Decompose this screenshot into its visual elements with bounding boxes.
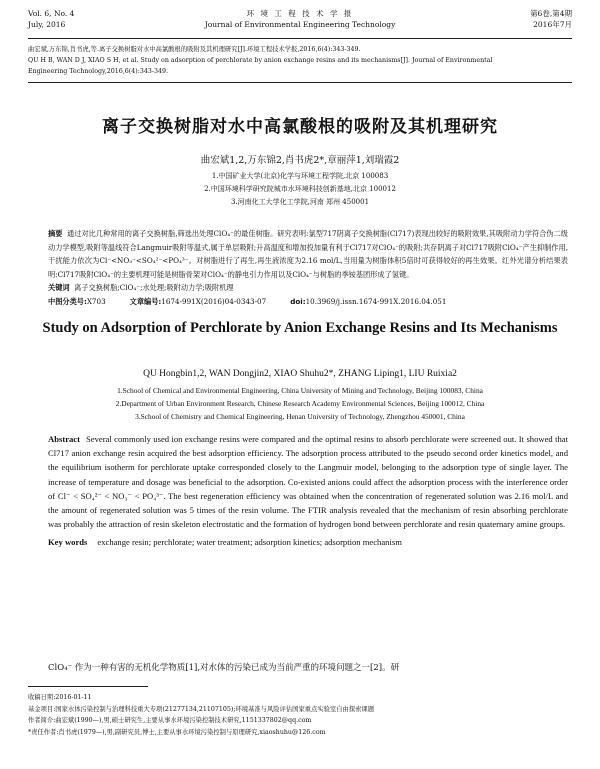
abstract-en-label: Abstract <box>48 434 80 444</box>
running-header <box>28 8 572 36</box>
affiliations-en <box>0 384 600 423</box>
intro-text: ClO₄⁻ 作为一种有害的无机化学物质[1],对水体的污染已成为当前严重的环境问题之一[2]。研 <box>48 663 400 673</box>
keywords-cn: 离子交换树脂;ClO₄⁻;水处理;吸附动力学;吸附机理 <box>74 283 234 292</box>
keywords-cn-label: 关键词 <box>48 283 70 292</box>
header-center <box>28 8 572 30</box>
abstract-en <box>48 432 568 550</box>
authors-en: QU Hongbin1,2, WAN Dongjin2, XIAO Shuhu2*, ZHANG Liping1, LIU Ruixia2 <box>143 369 457 379</box>
citation-en-line1: QU H B, WAN D J, XIAO S H, et al. Study on adsorption of perchlorate by anion exchange resins and its mechanisms[J]. Journal of Environmental <box>28 57 493 64</box>
volume-line: Vol. 6, No. 4 <box>28 9 75 18</box>
date-line: July, 2016 <box>28 20 66 29</box>
footnotes <box>28 692 572 738</box>
abstract-cn-label: 摘要 <box>48 229 63 238</box>
footnote-funding: 基金项目:国家水体污染控制与治理科技重大专项(21277134,21107105);环境基准与风险评估国家重点实验室自由探索课题 <box>28 705 375 713</box>
doi-label: doi: <box>290 296 306 306</box>
header-rule <box>28 38 572 39</box>
affiliation-en-3: 3.School of Chemistry and Chemical Engineering, Henan University of Technology, Zhengzhou 450001, China <box>135 412 465 421</box>
affiliation-en-1: 1.School of Chemical and Environmental Engineering, China University of Mining and Technology, Beijing 100083, China <box>117 386 483 395</box>
authors-cn: 曲宏斌1,2,万东锦2,肖书虎2*,章丽萍1,刘瑞霞2 <box>200 155 400 166</box>
affiliation-cn-2: 2.中国环境科学研究院城市水环境科技创新基地,北京 100012 <box>204 185 396 193</box>
affiliations-cn <box>0 170 600 209</box>
journal-name-cn: 环 境 工 程 技 术 学 报 <box>246 9 354 18</box>
doi-value[interactable]: 10.3969/j.issn.1674-991X.2016.04.051 <box>305 296 447 306</box>
doc-value: 1674-991X(2016)04-0343-07 <box>161 296 267 306</box>
affiliation-cn-1: 1.中国矿业大学(北京)化学与环境工程学院,北京 100083 <box>211 172 389 180</box>
keywords-en: exchange resin; perchlorate; water treatment; adsorption kinetics; adsorption mechanism <box>97 537 402 548</box>
class-label: 中图分类号: <box>48 296 87 306</box>
citation-block <box>28 44 572 77</box>
title-en: Study on Adsorption of Perchlorate by Anion Exchange Resins and Its Mechanisms <box>42 320 558 336</box>
doc-label: 文章编号: <box>129 296 162 306</box>
keywords-en-label: Key words <box>48 537 88 548</box>
date-cn: 2016年7月 <box>533 20 572 29</box>
classification-line <box>48 295 568 309</box>
footnote-rule <box>28 686 148 687</box>
footnote-received: 收稿日期:2016-01-11 <box>28 694 92 701</box>
footnote-corresponding: *责任作者:肖书虎(1979—),男,副研究员,博士,主要从事水环境污染控制与原理研究,xiaoshuhu@126.com <box>28 728 326 736</box>
citation-rule <box>28 82 572 83</box>
class-value: X703 <box>86 296 106 306</box>
header-right <box>530 8 572 30</box>
title-cn: 离子交换树脂对水中高氯酸根的吸附及其机理研究 <box>102 117 498 137</box>
citation-cn: 曲宏斌,万东锦,肖书虎,等.离子交换树脂对水中高氯酸根的吸附及其机理研究[J].环境工程技术学报,2016,6(4):343-349. <box>28 46 361 53</box>
abstract-cn <box>48 227 568 308</box>
citation-en-line2: Engineering Technology,2016,6(4):343-349. <box>28 68 168 75</box>
issue-cn: 第6卷,第4期 <box>530 9 572 18</box>
abstract-en-text: Several commonly used ion exchange resins were compared and the optimal resins to absorb perchlorate were screened out. It showed that Cl717 anion exchange resin acquired the best adsorption efficiency. The adsorption process attributed to the pseudo second order kinetics model, and the equilibrium isotherm for perchlorate uptake corresponded closely to the Langmuir model, belonging to the adsorption type of single layer. The increase of temperature and dosage was beneficial to the adsorption. Co-existed anions could affect the adsorption process with the interference order of Cl⁻ < SO₄²⁻ < NO₃⁻ < PO₄³⁻. The best regeneration efficiency was obtained when the concentration of regenerated solution was 2.16 mol/L and the amount of regenerated solution was 5 times of the resin volume. The FTIR analysis revealed that the mechanism of resin absorbing perchlorate was probably the attraction of resin skeleton electrostatic and the formation of hydrogen bond between perchlorate and resin quaternary amine groups. <box>48 434 568 530</box>
affiliation-en-2: 2.Department of Urban Environment Research, Chinese Research Academy Environmental Sciences, Beijing 100012, China <box>115 399 485 408</box>
journal-name-en: Journal of Environmental Engineering Technology <box>204 20 396 29</box>
affiliation-cn-3: 3.河南化工大学化工学院,河南 郑州 450001 <box>230 198 370 206</box>
abstract-cn-text: 通过对比几种常用的离子交换树脂,筛选出处理ClO₄⁻的最佳树脂。研究表明:氯型717阴离子交换树脂(Cl717)表现出较好的吸附效果,其吸附动力学符合伪二级动力学模型,吸附等温线符合Langmuir吸附等温式,属于单层吸附;升高温度和增加投加量有利于Cl717对ClO₄⁻的吸附;共存阴离子对Cl717吸附ClO₄⁻产生抑制作用,干扰能力依次为Cl⁻<NO₃⁻<SO₄²⁻<PO₄³⁻。对树脂进行了再生,再生液浓度为2.16 mol/L,当用量为树脂体积5倍时可获得较好的再生效果。红外光谱分析结果表明:Cl717吸附ClO₄⁻的主要机理可能是树脂骨架对ClO₄⁻的静电引力作用以及ClO₄⁻与树脂的季铵基团形成了氢键。 <box>48 229 568 279</box>
footnote-author: 作者简介:曲宏斌(1990—),男,硕士研究生,主要从事水环境污染控制技术研究,1151337802@qq.com <box>28 717 312 724</box>
